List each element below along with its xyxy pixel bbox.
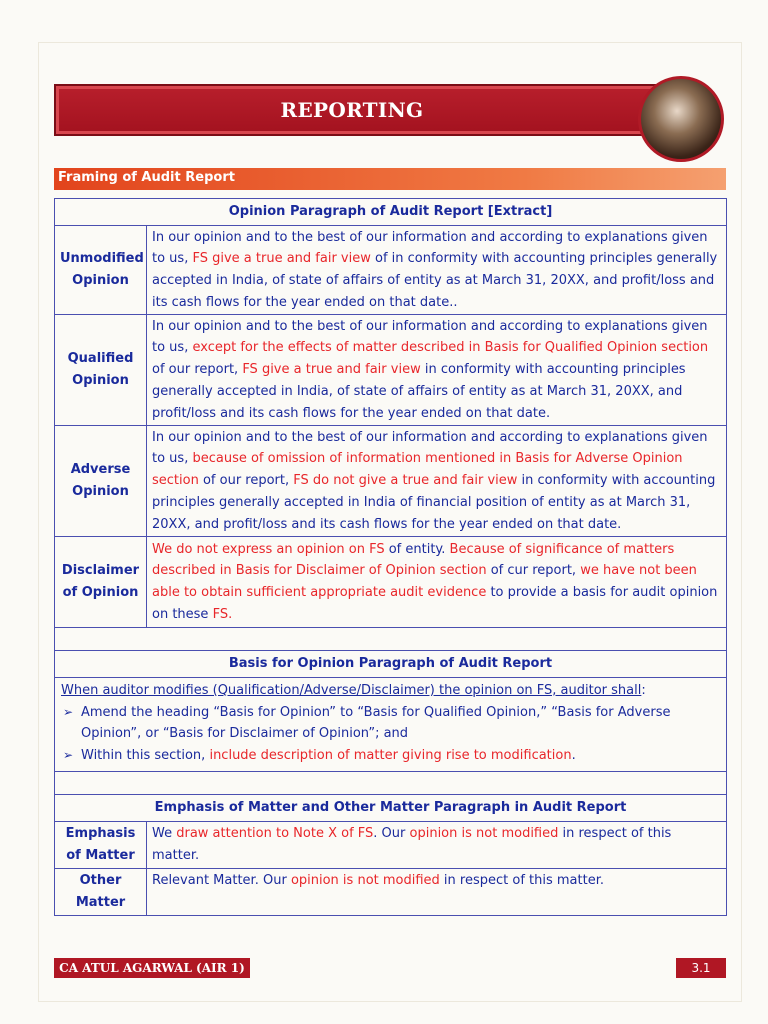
- emphasis-header-row: [55, 794, 727, 821]
- basis-section-header: Basis for Opinion Paragraph of Audit Report: [55, 651, 727, 678]
- emphasis-text: [147, 821, 727, 868]
- highlight-text: we have not been able to obtain sufficient appropriate audit evidence: [152, 563, 697, 600]
- text-run: of in conformity with accounting principles generally accepted in India, of state of affairs of entity as at March 31, 20XX, and profit/loss and its cash flows for the year ended on that date..: [152, 251, 718, 310]
- page-title: REPORTING: [280, 98, 424, 122]
- spacer-row: [55, 771, 727, 794]
- label-line: Emphasis: [65, 826, 136, 842]
- opinion-text: [147, 315, 727, 426]
- label-line: of Matter: [66, 847, 135, 863]
- bullet-item: [61, 702, 720, 745]
- text-run: We: [152, 826, 177, 842]
- label-line: Qualified: [67, 351, 134, 367]
- basis-intro-text: When auditor modifies (Qualification/Adverse/Disclaimer) the opinion on FS, auditor shall: [61, 683, 642, 698]
- bullet-text: Amend the heading “Basis for Opinion” to “Basis for Qualified Opinion,” “Basis for Adverse Opinion”, or “Basis for Disclaimer of Opinion”; and: [81, 704, 671, 742]
- basis-bullet-list: [61, 702, 720, 767]
- label-line: Disclaimer: [61, 563, 140, 579]
- highlight-text: FS give a true and fair view: [192, 251, 371, 267]
- basis-intro-colon: :: [641, 683, 646, 698]
- text-run: in respect of this matter.: [152, 826, 672, 863]
- highlight-text: include description of matter giving rise to modification: [209, 748, 572, 764]
- text-run: .: [571, 748, 576, 764]
- footer-author: CA ATUL AGARWAL (AIR 1): [54, 958, 250, 978]
- highlight-text: We do not express an opinion on FS: [152, 541, 385, 557]
- text-run: In our opinion and to the best of our information and according to explanations given to us,: [152, 318, 708, 356]
- label-line: Adverse: [70, 462, 131, 478]
- text-run: Relevant Matter. Our: [152, 872, 291, 888]
- text-run: of our report,: [152, 362, 243, 378]
- opinion-row-disclaimer: [55, 537, 727, 628]
- text-run: of cur report,: [486, 563, 581, 579]
- audit-report-table: [54, 198, 727, 916]
- row-label: [55, 868, 147, 915]
- text-run: . Our: [373, 826, 410, 842]
- label-line: Other: [79, 873, 122, 889]
- emphasis-row-emphasis: [55, 821, 727, 868]
- text-run: in conformity with accounting principles generally accepted in India of financial position of entity as at March 31, 20XX, and profit/loss and its cash flows for the year ended on that date.: [152, 473, 716, 532]
- opinion-row-unmodified: [55, 226, 727, 315]
- text-run: in respect of this matter.: [439, 872, 604, 888]
- highlight-text: Because of significance of matters described in Basis for Disclaimer of Opinion section: [152, 541, 675, 579]
- emphasis-text: [147, 868, 727, 915]
- spacer-cell: [55, 771, 727, 794]
- opinion-section-header: Opinion Paragraph of Audit Report [Extract]: [55, 199, 727, 226]
- label-line: Opinion: [72, 484, 129, 499]
- opinion-text: [147, 426, 727, 537]
- label-line: Matter: [75, 894, 126, 910]
- krishna-medallion-image: [638, 76, 724, 162]
- spacer-row: [55, 628, 727, 651]
- basis-content: [55, 678, 727, 772]
- text-run: to provide a basis for audit opinion on these: [152, 585, 718, 622]
- basis-intro: [61, 680, 720, 702]
- highlight-text: opinion is not modified: [290, 872, 440, 888]
- highlight-text: draw attention to Note X of FS: [176, 826, 374, 842]
- opinion-row-qualified: [55, 315, 727, 426]
- bullet-item: [61, 745, 720, 767]
- row-label: [55, 226, 147, 315]
- text-run: of our report,: [198, 473, 294, 489]
- text-run: In our opinion and to the best of our information and according to explanations given to us,: [152, 229, 708, 267]
- section-title-bar: [54, 168, 726, 190]
- page-number: 3.1: [676, 958, 726, 978]
- row-label: [55, 315, 147, 426]
- row-label: [55, 426, 147, 537]
- opinion-header-row: [55, 199, 727, 226]
- spacer-cell: [55, 628, 727, 651]
- label-line: Unmodified: [60, 251, 144, 267]
- highlight-text: FS.: [212, 606, 233, 622]
- text-run: in conformity with accounting principles generally accepted in India, of state of affairs of entity as at March 31, 20XX, and profit/loss and its cash flows for the year ended on that date.: [152, 362, 686, 421]
- label-line: Opinion: [72, 373, 129, 388]
- highlight-text: FS give a true and fair view: [242, 362, 421, 378]
- emphasis-section-header: Emphasis of Matter and Other Matter Paragraph in Audit Report: [55, 794, 727, 821]
- row-label: [55, 537, 147, 628]
- text-run: Within this section,: [81, 748, 210, 764]
- opinion-text: [147, 226, 727, 315]
- label-line: of Opinion: [62, 585, 139, 600]
- highlight-text: opinion is not modified: [409, 826, 559, 842]
- text-run: of entity.: [384, 541, 450, 557]
- highlight-text: FS do not give a true and fair view: [293, 473, 518, 489]
- emphasis-row-other: [55, 868, 727, 915]
- highlight-text: except for the effects of matter described in Basis for Qualified Opinion section: [192, 340, 709, 356]
- row-label: [55, 821, 147, 868]
- page-header-banner: [54, 84, 690, 136]
- text-run: In our opinion and to the best of our information and according to explanations given to us,: [152, 429, 708, 467]
- opinion-row-adverse: [55, 426, 727, 537]
- section-title: Framing of Audit Report: [58, 170, 235, 185]
- basis-content-row: [55, 678, 727, 772]
- label-line: Opinion: [72, 273, 129, 288]
- basis-header-row: [55, 651, 727, 678]
- highlight-text: because of omission of information mentioned in Basis for Adverse Opinion section: [152, 451, 683, 489]
- opinion-text: [147, 537, 727, 628]
